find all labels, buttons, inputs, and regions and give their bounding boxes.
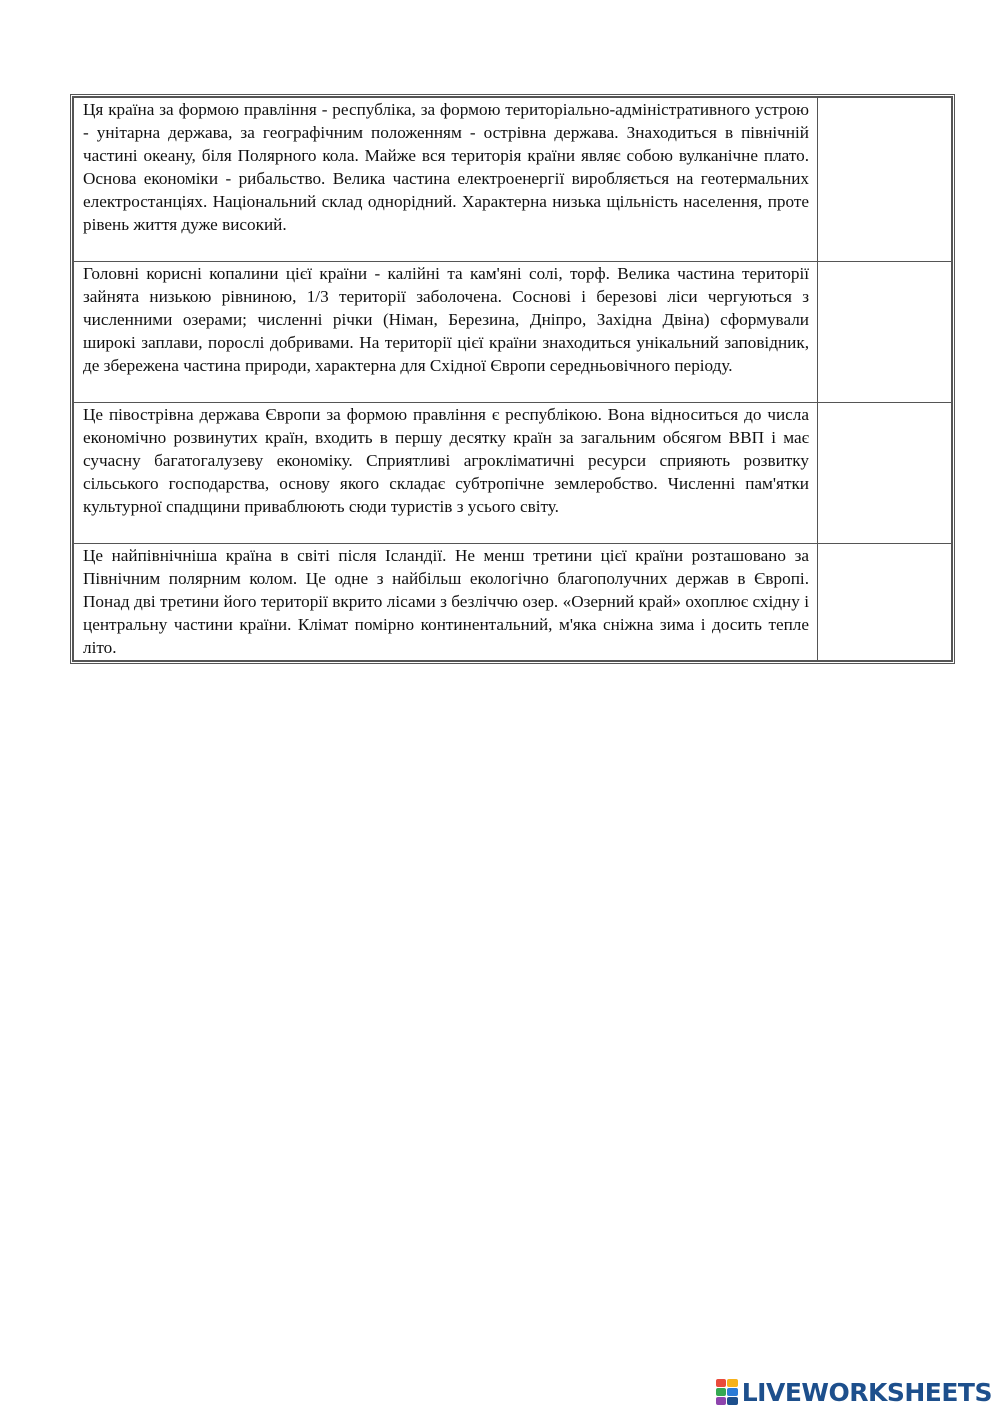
liveworksheets-logo-icon xyxy=(716,1379,738,1405)
table-row xyxy=(74,544,952,661)
brand-name: LIVEWORKSHEETS xyxy=(741,1377,992,1407)
answer-input-1[interactable] xyxy=(818,98,955,263)
answer-cell-1[interactable] xyxy=(818,98,952,262)
answer-input-2[interactable] xyxy=(818,262,955,404)
worksheet-table xyxy=(70,94,955,664)
logo-block xyxy=(716,1379,727,1387)
description-table xyxy=(73,97,952,661)
table-row xyxy=(74,262,952,403)
country-description-2: Головні корисні копалини цієї країни - калійні та кам'яні солі, торф. Велика частина території зайнята низькою рівниною, 1/3 території заболочена. Соснові і березові ліси чергуються з численними озерами; численні річки (Німан, Березина, Дніпро, Західна Двіна) сформували широкі заплави, порослі добривами. На території цієї країни знаходиться унікальний заповідник, де збережена частина природи, характерна для Східної Європи середньовічного періоду. xyxy=(74,262,818,403)
country-description-3: Це півострівна держава Європи за формою правління є республікою. Вона відноситься до числа економічно розвинутих країн, входить в першу десятку країн за загальним обсягом ВВП і має сучасну багатогалузеву економіку. Сприятливі агрокліматичні ресурси сприяють розвитку сільського господарства, основу якого складає субтропічне землеробство. Численні пам'ятки культурної спадщини приваблюють сюди туристів з усього світу. xyxy=(74,403,818,544)
logo-block xyxy=(727,1379,738,1387)
table-row xyxy=(74,98,952,262)
answer-cell-3[interactable] xyxy=(818,403,952,544)
answer-input-3[interactable] xyxy=(818,403,955,545)
table-row xyxy=(74,403,952,544)
logo-block xyxy=(727,1397,738,1405)
logo-block xyxy=(716,1397,727,1405)
logo-block xyxy=(716,1388,727,1396)
answer-cell-4[interactable] xyxy=(818,544,952,661)
country-description-1: Ця країна за формою правління - республіка, за формою територіально-адміністративного устрою - унітарна держава, за географічним положенням - острівна держава. Знаходиться в північній частині океану, біля Полярного кола. Майже вся територія країни являє собою вулканічне плато. Основа економіки - рибальство. Велика частина електроенергії виробляється на геотермальних електростанціях. Національний склад однорідний. Характерна низька щільність населення, проте рівень життя дуже високий. xyxy=(74,98,818,262)
answer-cell-2[interactable] xyxy=(818,262,952,403)
liveworksheets-brand xyxy=(716,1377,992,1407)
country-description-4: Це найпівнічніша країна в світі після Ісландії. Не менш третини цієї країни розташовано за Північним полярним колом. Це одне з найбільш екологічно благополучних держав в Європі. Понад дві третини його території вкрито лісами з безліччю озер. «Озерний край» охоплює східну і центральну частини країни. Клімат помірно континентальний, м'яка сніжна зима і досить тепле літо. xyxy=(74,544,818,661)
logo-block xyxy=(727,1388,738,1396)
answer-input-4[interactable] xyxy=(818,544,955,662)
